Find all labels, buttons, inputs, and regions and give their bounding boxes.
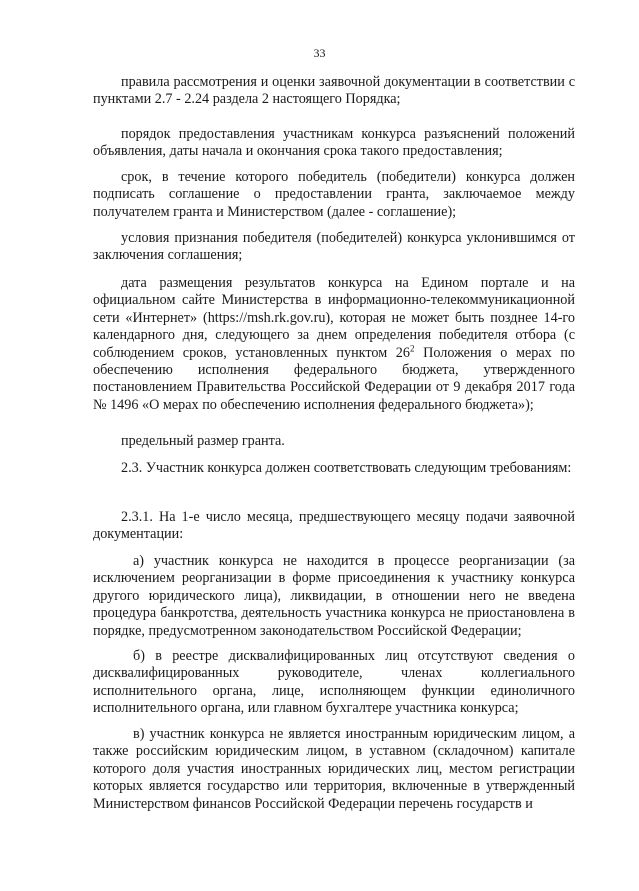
paragraph-2-3-requirements: 2.3. Участник конкурса должен соответствовать следующим требованиям:	[121, 460, 572, 476]
page-number: 33	[313, 46, 326, 60]
paragraph-2-3-1: 2.3.1. На 1-е число месяца, предшествующего месяцу подачи заявочной документации:	[93, 509, 575, 543]
paragraph-evasion-conditions: условия признания победителя (победителей) конкурса уклонившимся от заключения соглашения;	[93, 230, 575, 264]
paragraph-item-a: а) участник конкурса не находится в процессе реорганизации (за исключением реорганизации в форме присоединения к участнику конкурса другого юридического лица), ликвидации, в отношении него не введена процедура банкротства, деятельность участника конкурса не приостановлена в порядке, предусмотренном законодательством Российской Федерации;	[93, 553, 575, 639]
paragraph-clarifications: порядок предоставления участникам конкурса разъяснений положений объявления, даты начала и окончания срока такого предоставления;	[93, 126, 575, 160]
results-text-end: Положения о мерах по обеспечению исполнения федерального бюджета, утвержденного постановлением Правительства Российской Федерации от 9 декабря 2017 года № 1496 «О мерах по обеспечению исполнения федерального бюджета»);	[93, 344, 576, 413]
results-text-start: дата размещения результатов конкурса на Едином портале и на официальном сайте Министерства в информационно-телекоммуникационной сети «Интернет» (https://msh.rk.gov.ru), которая не может быть позднее 14-го календарного дня, следующего за днем определения победителя отбора (с соблюдением сроков, установленных пунктом 26	[93, 275, 575, 361]
paragraph-item-b: б) в реестре дисквалифицированных лиц отсутствуют сведения о дисквалифицированных руководителе, членах коллегиального исполнительного органа, лице, исполняющем функции единоличного исполнительного органа, или главном бухгалтере участника конкурса;	[93, 648, 575, 717]
paragraph-item-v: в) участник конкурса не является иностранным юридическим лицом, а также российским юридическим лицом, в уставном (складочном) капитале которого доля участия иностранных юридических лиц, местом регистрации которых является государство или территория, включенные в утвержденный Министерством финансов Российской Федерации перечень государств и	[93, 726, 575, 812]
footnote-superscript: 2	[410, 342, 415, 353]
paragraph-results-publication	[93, 275, 575, 414]
paragraph-signing-deadline: срок, в течение которого победитель (победители) конкурса должен подписать соглашение о предоставлении гранта, заключаемое между получателем гранта и Министерством (далее - соглашение);	[93, 169, 575, 220]
paragraph-evaluation-rules: правила рассмотрения и оценки заявочной документации в соответствии с пунктами 2.7 - 2.24 раздела 2 настоящего Порядка;	[93, 74, 575, 108]
paragraph-grant-limit: предельный размер гранта.	[121, 433, 285, 449]
